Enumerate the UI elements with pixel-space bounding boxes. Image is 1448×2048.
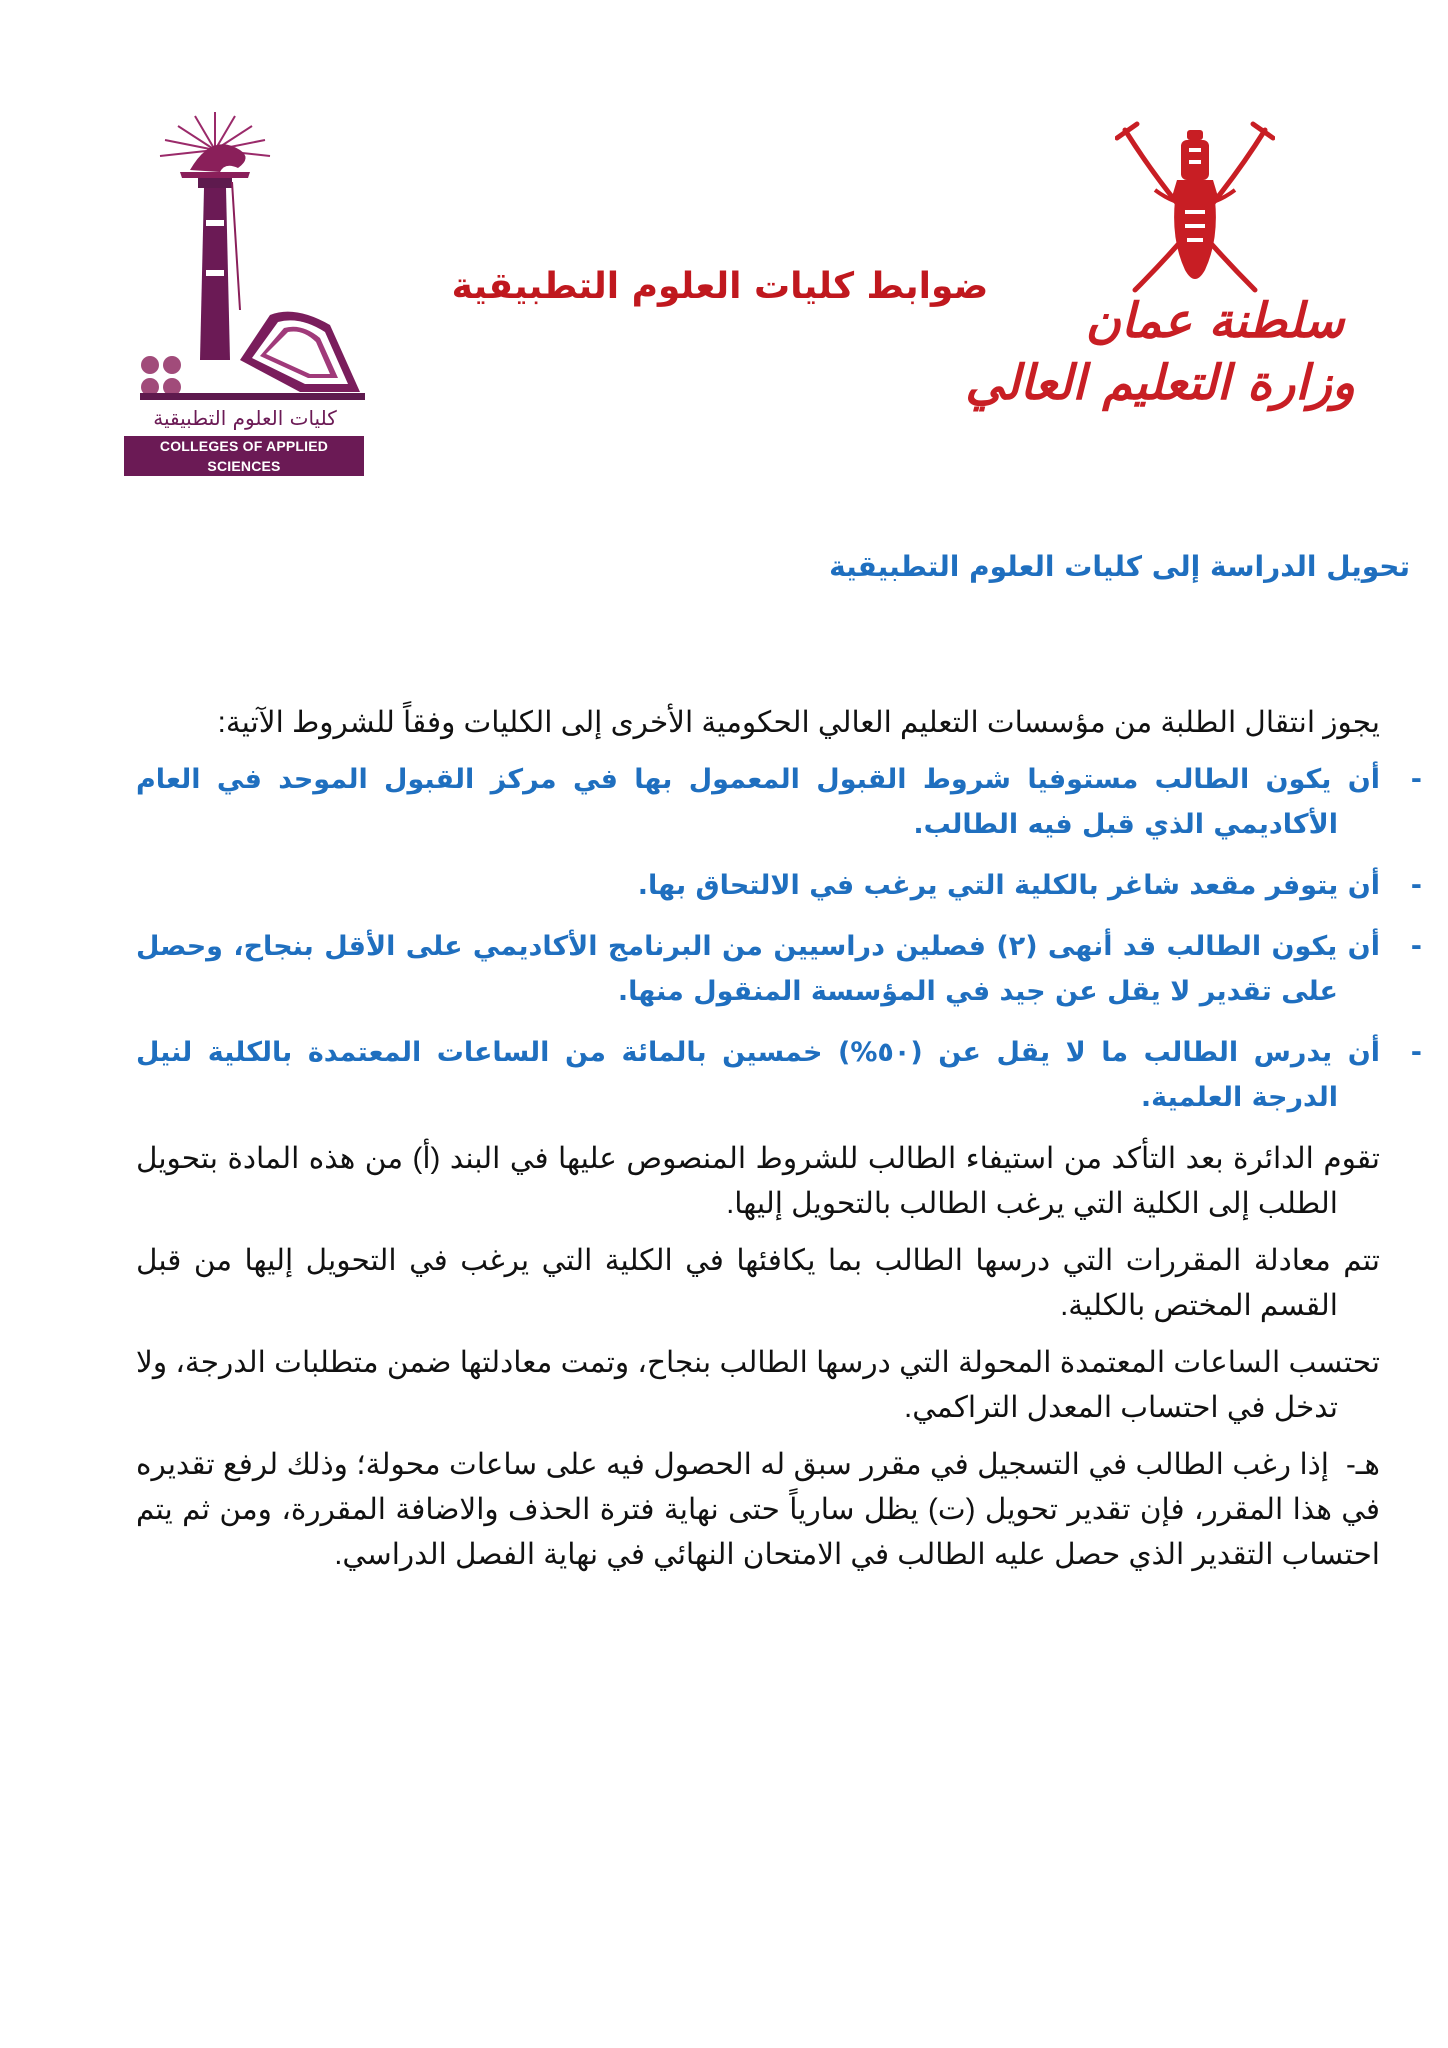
khanjar-swords-icon bbox=[1115, 120, 1275, 300]
condition-item: -أن يكون الطالب قد أنهى (٢) فصلين دراسيين من البرنامج الأكاديمي على الأقل بنجاح، وحصل على تقدير لا يقل عن جيد في المؤسسة المنقول منها. bbox=[136, 931, 1422, 1007]
condition-text: أن يكون الطالب مستوفيا شروط القبول المعمول بها في مركز القبول الموحد في العام الأكاديمي الذي قبل فيه الطالب. bbox=[136, 764, 1380, 840]
paragraph-marker: هـ- bbox=[1345, 1448, 1380, 1481]
paragraph-repeat-course bbox=[136, 1442, 1380, 1577]
colleges-logo bbox=[120, 110, 370, 474]
condition-text: أن يتوفر مقعد شاغر بالكلية التي يرغب في الالتحاق بها. bbox=[637, 870, 1380, 901]
condition-text: أن يكون الطالب قد أنهى (٢) فصلين دراسيين من البرنامج الأكاديمي على الأقل بنجاح، وحصل على تقدير لا يقل عن جيد في المؤسسة المنقول منها. bbox=[136, 931, 1380, 1007]
colleges-logo-caption-en: COLLEGES OF APPLIED SCIENCES bbox=[124, 436, 364, 476]
paragraph-course-equivalence: تتم معادلة المقررات التي درسها الطالب بما يكافئها في الكلية التي يرغب في التحويل إليها من قبل القسم المختص بالكلية. bbox=[136, 1244, 1380, 1322]
condition-item: -أن يدرس الطالب ما لا يقل عن (٥٠%) خمسين بالمائة من الساعات المعتمدة بالكلية لنيل الدرجة العلمية. bbox=[136, 1037, 1422, 1113]
ministry-line-ministry: وزارة التعليم العالي bbox=[965, 355, 1355, 411]
paragraph-text: إذا رغب الطالب في التسجيل في مقرر سبق له الحصول فيه على ساعات محولة؛ وذلك لرفع تقديره في هذا المقرر، فإن تقدير تحويل (ت) يظل سارياً حتى نهاية فترة الحذف والاضافة المقررة، ومن ثم يتم احتساب التقدير الذي حصل عليه الطالب في الامتحان النهائي في نهاية الفصل الدراسي. bbox=[136, 1448, 1380, 1571]
condition-text: أن يدرس الطالب ما لا يقل عن (٥٠%) خمسين بالمائة من الساعات المعتمدة بالكلية لنيل الدرجة العلمية. bbox=[136, 1037, 1380, 1113]
paragraph-department-transfer: تقوم الدائرة بعد التأكد من استيفاء الطالب للشروط المنصوص عليها في البند (أ) من هذه المادة بتحويل الطلب إلى الكلية التي يرغب الطالب بالتحويل إليها. bbox=[136, 1142, 1380, 1220]
document-title: ضوابط كليات العلوم التطبيقية bbox=[451, 266, 989, 307]
document-body bbox=[136, 700, 1422, 1589]
section-heading: تحويل الدراسة إلى كليات العلوم التطبيقية bbox=[829, 550, 1410, 583]
paragraph-credit-hours: تحتسب الساعات المعتمدة المحولة التي درسها الطالب بنجاح، وتمت معادلتها ضمن متطلبات الدرجة، ولا تدخل في احتساب المعدل التراكمي. bbox=[136, 1346, 1380, 1424]
colleges-logo-caption-ar: كليات العلوم التطبيقية bbox=[153, 406, 337, 430]
intro-paragraph: يجوز انتقال الطلبة من مؤسسات التعليم العالي الحكومية الأخرى إلى الكليات وفقاً للشروط الآتية: bbox=[217, 706, 1380, 739]
condition-item: -أن يكون الطالب مستوفيا شروط القبول المعمول بها في مركز القبول الموحد في العام الأكاديمي الذي قبل فيه الطالب. bbox=[136, 764, 1422, 840]
condition-item: -أن يتوفر مقعد شاغر بالكلية التي يرغب في الالتحاق بها. bbox=[637, 870, 1422, 901]
ministry-line-sultanate: سلطنة عمان bbox=[1085, 293, 1345, 349]
ministry-name bbox=[965, 290, 1355, 414]
oman-emblem bbox=[1115, 120, 1275, 300]
